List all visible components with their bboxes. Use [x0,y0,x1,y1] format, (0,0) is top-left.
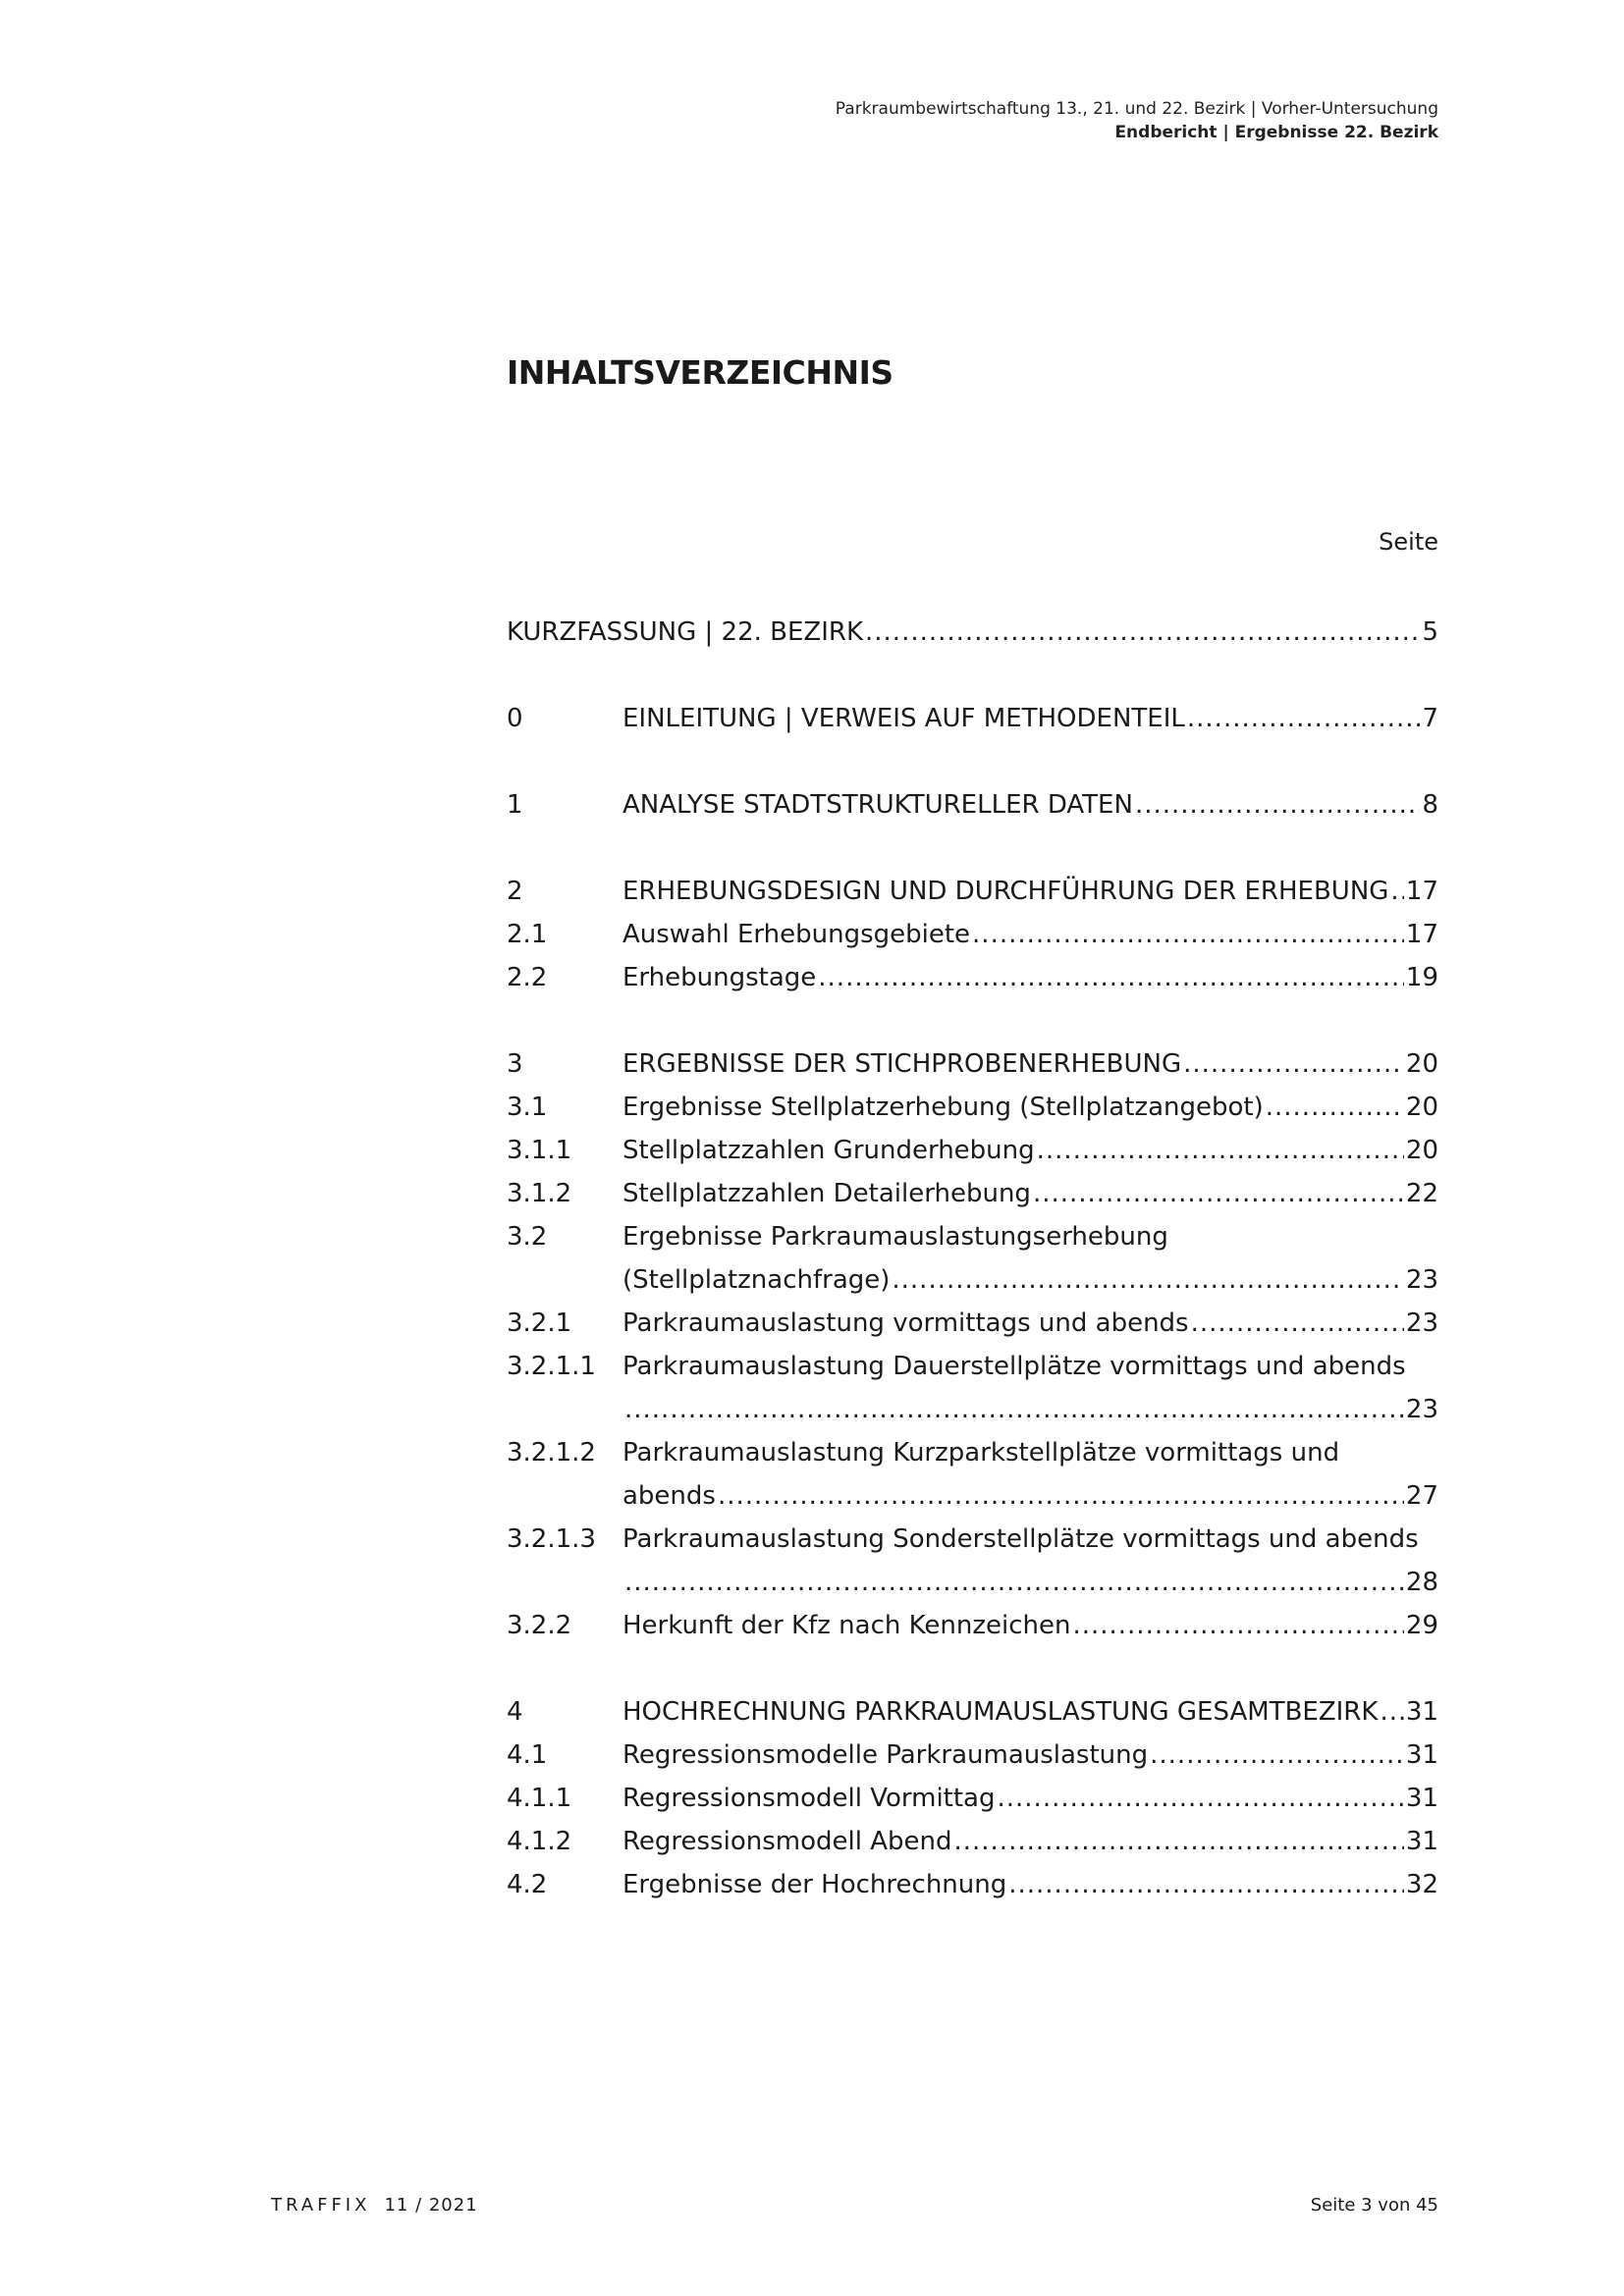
toc-entry-text: Regressionsmodell Abend [623,1827,952,1856]
toc-entry[interactable] [507,1431,1438,1518]
toc-entry-text-line1: Parkraumauslastung Dauerstellplätze vormittags und abends [623,1352,1406,1381]
toc-entry-page: 17 [1405,920,1438,949]
toc-entry-page: 19 [1405,963,1438,992]
page-column-label: Seite [1379,528,1438,556]
toc-entry-number: 4.1.1 [507,1784,572,1813]
toc-entry[interactable] [507,1129,1438,1172]
toc-entry[interactable] [507,1734,1438,1777]
footer-date: 11 / 2021 [384,2195,478,2216]
toc-entry-number: 3.2.1 [507,1308,572,1338]
toc-entry-number: 4.1.2 [507,1827,572,1856]
toc-entry-text: ERGEBNISSE DER STICHPROBENERHEBUNG [623,1049,1182,1079]
page-title: INHALTSVERZEICHNIS [507,353,893,392]
footer-brand: TRAFFIX [271,2195,371,2216]
toc-entry-number: 4.2 [507,1870,548,1899]
toc-entry-page: 27 [1405,1481,1438,1511]
toc-entry-number: 3.2.1.3 [507,1524,596,1554]
toc-entry[interactable] [507,1086,1438,1129]
toc-entry-text: ERHEBUNGSDESIGN UND DURCHFÜHRUNG DER ERHEBUNG [623,877,1389,906]
toc-entry[interactable] [507,1215,1438,1302]
toc-entry-text: ANALYSE STADTSTRUKTURELLER DATEN [623,790,1133,820]
toc-entry-text: Regressionsmodell Vormittag [623,1784,996,1813]
toc-entry-number: 3.1.1 [507,1136,572,1165]
toc-entry-number: 3 [507,1049,523,1079]
toc-entry-number: 0 [507,704,523,733]
toc-entry-number: 3.2.1.1 [507,1352,596,1381]
toc-entry[interactable] [507,956,1438,999]
toc-entry-number: 2.1 [507,920,548,949]
running-header [836,97,1438,144]
toc-entry-text: Ergebnisse der Hochrechnung [623,1870,1007,1899]
toc-entry-page: 20 [1405,1093,1438,1122]
header-line-1: Parkraumbewirtschaftung 13., 21. und 22. Bezirk | Vorher-Untersuchung [835,99,1438,119]
toc-entry[interactable] [507,913,1438,956]
toc-entry-page: 31 [1405,1827,1438,1856]
toc-entry-number: 4.1 [507,1740,548,1770]
toc-entry-page: 17 [1405,877,1438,906]
toc-entry-text: Erhebungstage [623,963,817,992]
toc-entry-page: 32 [1405,1870,1438,1899]
toc-entry-number: 3.1.2 [507,1179,572,1208]
toc-entry-number: 3.1 [507,1093,548,1122]
toc-entry-text: Herkunft der Kfz nach Kennzeichen [623,1611,1071,1640]
toc-entry-text-line1: Parkraumauslastung Sonderstellplätze vormittags und abends [623,1524,1419,1554]
toc-entry-text: (Stellplatznachfrage) [623,1265,891,1295]
toc-entry-text: Regressionsmodelle Parkraumauslastung [623,1740,1149,1770]
toc-entry[interactable] [507,1604,1438,1647]
toc-entry-page: 5 [1422,617,1438,647]
toc-entry-text: Parkraumauslastung vormittags und abends [623,1308,1189,1338]
toc-entry[interactable] [507,1172,1438,1215]
toc-entry[interactable] [507,1777,1438,1820]
toc-entry-text: KURZFASSUNG | 22. BEZIRK [507,617,864,647]
toc-entry[interactable] [507,697,1438,740]
toc-entry-text: HOCHRECHNUNG PARKRAUMAUSLASTUNG GESAMTBEZIRK [623,1697,1379,1727]
toc-entry-page: 7 [1422,704,1438,733]
toc-entry[interactable] [507,783,1438,827]
toc-entry-page: 31 [1405,1784,1438,1813]
toc-entry-page: 8 [1422,790,1438,820]
toc-entry-page: 23 [1405,1308,1438,1338]
toc-entry-text-line1: Parkraumauslastung Kurzparkstellplätze vormittags und [623,1438,1340,1468]
toc-entry-text: Stellplatzzahlen Detailerhebung [623,1179,1031,1208]
toc-entry-page: 31 [1405,1740,1438,1770]
toc-entry-page: 23 [1405,1395,1438,1424]
toc-entry-text: EINLEITUNG | VERWEIS AUF METHODENTEIL [623,704,1185,733]
toc-entry[interactable] [507,1042,1438,1086]
toc-entry-number: 2.2 [507,963,548,992]
toc-entry-number: 3.2 [507,1222,548,1252]
toc-entry-page: 23 [1405,1265,1438,1295]
toc-entry-text: abends [623,1481,716,1511]
toc-entry-text: Auswahl Erhebungsgebiete [623,920,971,949]
toc-entry-number: 3.2.2 [507,1611,572,1640]
toc-entry-text: Stellplatzzahlen Grunderhebung [623,1136,1035,1165]
toc-entry[interactable] [507,1820,1438,1863]
toc-entry[interactable] [507,1690,1438,1734]
toc-entry[interactable] [507,1345,1438,1431]
footer-page-number: Seite 3 von 45 [1310,2195,1438,2216]
toc-entry-number: 3.2.1.2 [507,1438,596,1468]
footer-left [271,2195,478,2216]
toc-entry-number: 4 [507,1697,523,1727]
toc-entry-page: 28 [1405,1568,1438,1597]
toc-entry[interactable] [507,1302,1438,1345]
toc-entry-page: 20 [1405,1049,1438,1079]
toc-entry-page: 29 [1405,1611,1438,1640]
toc-entry-page: 20 [1405,1136,1438,1165]
header-line-2: Endbericht | Ergebnisse 22. Bezirk [1114,123,1438,142]
toc-entry[interactable] [507,870,1438,913]
toc-entry-number: 2 [507,877,523,906]
toc-entry[interactable] [507,1518,1438,1604]
toc-entry-page: 22 [1405,1179,1438,1208]
toc-entry[interactable] [507,1863,1438,1906]
toc-entry-text-line1: Ergebnisse Parkraumauslastungserhebung [623,1222,1168,1252]
toc-entry-page: 31 [1405,1697,1438,1727]
toc-entry[interactable] [507,611,1438,654]
table-of-contents [507,611,1438,1906]
toc-entry-number: 1 [507,790,523,820]
toc-entry-text: Ergebnisse Stellplatzerhebung (Stellplatzangebot) [623,1093,1264,1122]
